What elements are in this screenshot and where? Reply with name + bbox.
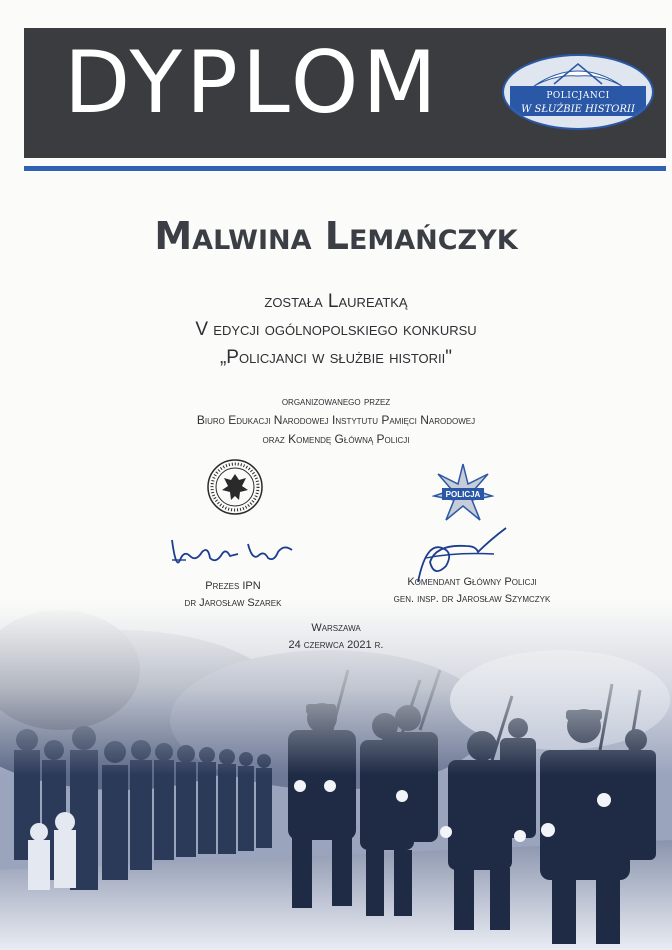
logo-text-line1: POLICJANCI (546, 91, 610, 101)
award-line-1: została Laureatką (264, 291, 408, 312)
signatory-police-name: gen. insp. dr Jarosław Szymczyk (393, 593, 551, 605)
place: Warszawa (311, 622, 361, 634)
organizers-line-2: Biuro Edukacji Narodowej Instytutu Pamięci Narodowej (196, 413, 476, 427)
signatory-ipn-title: Prezes IPN (205, 580, 261, 592)
police-badge (432, 462, 494, 524)
organizers-line-3: oraz Komendę Główną Policji (262, 432, 410, 446)
ipn-signature (166, 530, 300, 578)
place-date (0, 620, 672, 654)
recipient-name: Malwina Lemańczyk (154, 214, 518, 258)
logo-text-line2: W SŁUŻBIE HISTORII (521, 104, 635, 115)
signatory-ipn-name: dr Jarosław Szarek (184, 597, 282, 609)
ipn-seal (206, 458, 264, 516)
award-statement (0, 288, 672, 372)
signatory-ipn (120, 578, 346, 612)
organizers-line-1: organizowanego przez (281, 394, 391, 408)
award-line-3: „Policjanci w służbie historii" (219, 347, 453, 368)
diploma-title: DYPLOM (64, 33, 441, 133)
signatory-police-title: Komendant Główny Policji (407, 576, 537, 588)
award-line-2: V edycji ogólnopolskiego konkursu (195, 319, 477, 340)
signatory-police (354, 574, 590, 608)
organizers-statement (0, 392, 672, 449)
police-badge-label: POLICJA (445, 490, 481, 499)
header-divider (24, 166, 666, 171)
header-banner (24, 28, 666, 158)
contest-logo (502, 54, 654, 130)
date: 24 czerwca 2021 r. (288, 639, 384, 651)
